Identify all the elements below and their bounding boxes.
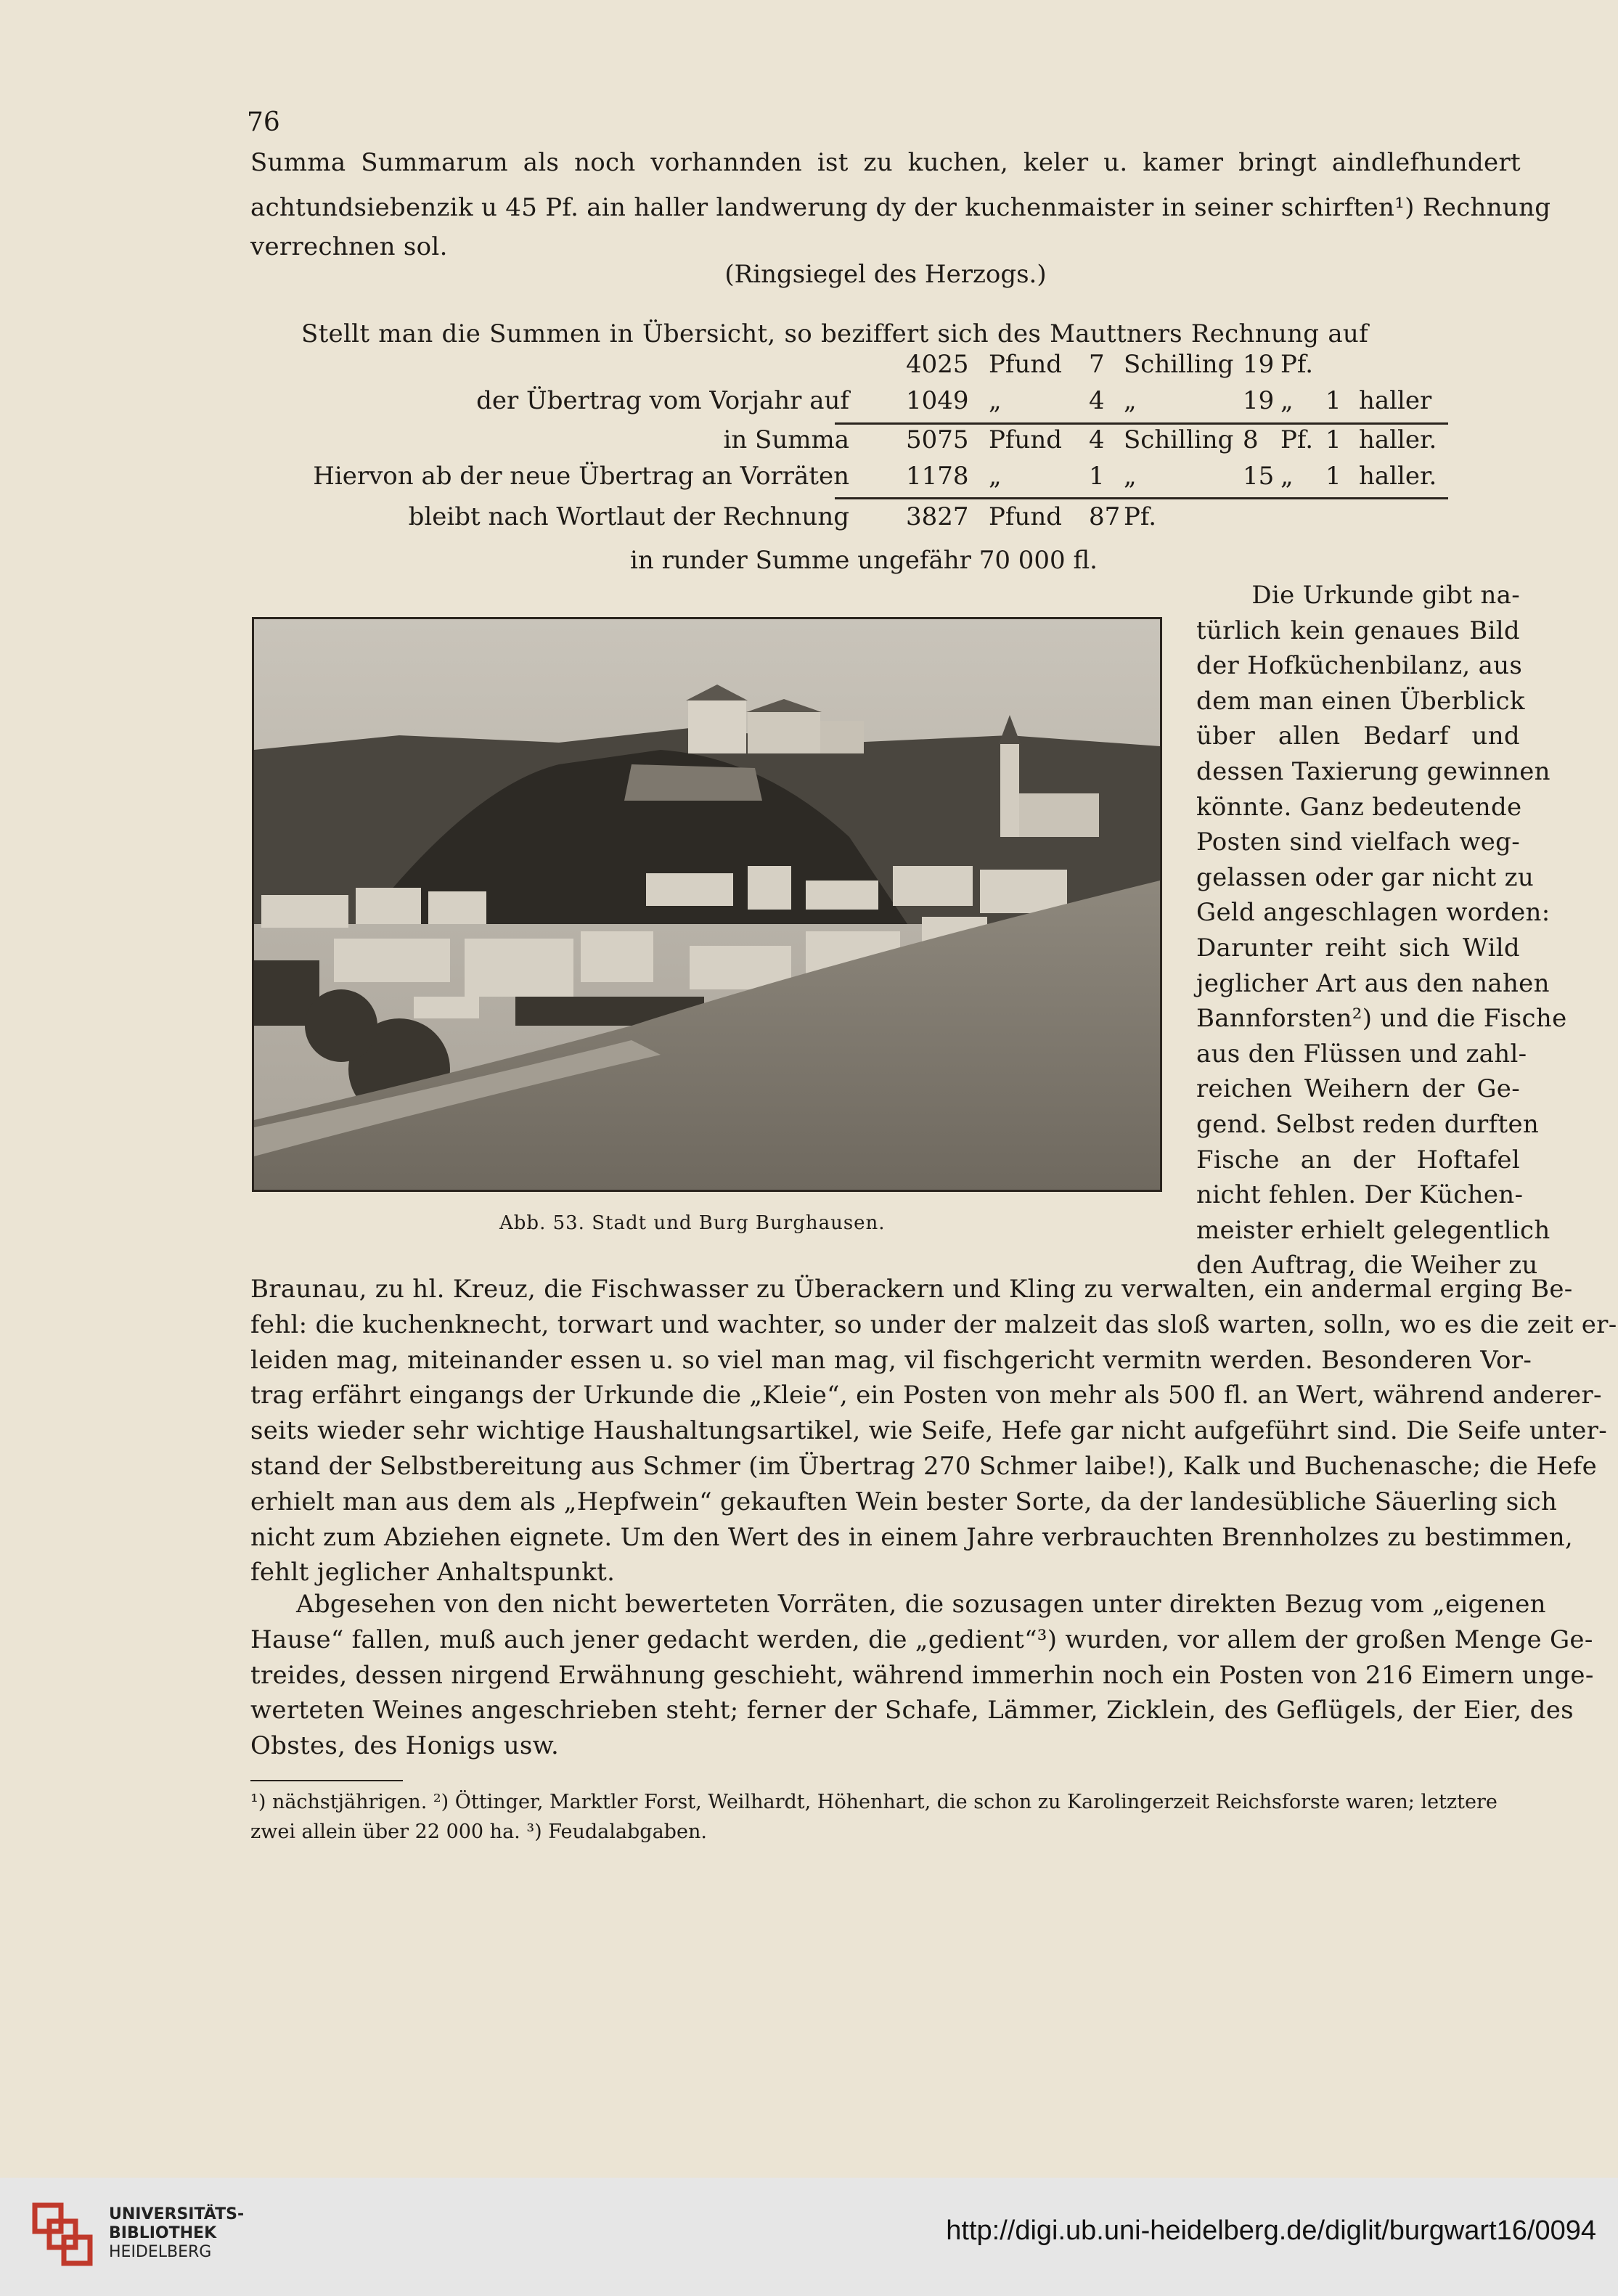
- ledger-cell-unit3: „: [1280, 386, 1294, 415]
- side-column-line: könnte. Ganz bedeutende: [1196, 792, 1522, 822]
- ledger-cell-c4: 1: [1325, 386, 1341, 415]
- side-column-line: nicht fehlen. Der Küchen-: [1196, 1180, 1524, 1210]
- ledger-cell-unit4: haller: [1359, 386, 1432, 415]
- ledger-cell-c3: 15: [1243, 462, 1275, 491]
- ledger-label: Hiervon ab der neue Übertrag an Vorräten: [313, 462, 849, 491]
- paragraph-line: stand der Selbstbereitung aus Schmer (im Übertrag 270 Schmer laibe!), Kalk und Buchenasche; die Hefe: [250, 1452, 1597, 1481]
- ledger-cell-c3: 19: [1243, 350, 1275, 379]
- ledger-cell-amount: 1178: [906, 462, 969, 491]
- ledger-cell-unit2: Pf.: [1124, 502, 1157, 531]
- ledger-cell-c2: 7: [1089, 350, 1105, 379]
- ledger-row: [0, 499, 1452, 534]
- library-name-line: UNIVERSITÄTS-: [109, 2205, 245, 2223]
- ledger-cell-unit1: „: [989, 462, 1002, 491]
- paragraph-line: fehlt jeglicher Anhaltspunkt.: [250, 1558, 616, 1588]
- side-column-line: Darunter reiht sich Wild: [1196, 933, 1520, 963]
- side-column-line: jeglicher Art aus den nahen: [1196, 968, 1550, 998]
- ledger-rule: [835, 497, 1448, 499]
- paragraph-line: seits wieder sehr wichtige Haushaltungsartikel, wie Seife, Hefe gar nicht aufgeführt sind. Die Seife unter-: [250, 1416, 1608, 1446]
- paragraph-line: treides, dessen nirgend Erwähnung geschieht, während immerhin noch ein Posten von 216 Eimern unge-: [250, 1660, 1594, 1690]
- ledger-cell-unit2: „: [1124, 462, 1137, 491]
- footnote-line: zwei allein über 22 000 ha. ³) Feudalabgaben.: [250, 1821, 707, 1843]
- ledger-cell-c2: 4: [1089, 425, 1105, 454]
- paragraph-line: Braunau, zu hl. Kreuz, die Fischwasser zu Überackern und Kling zu verwalten, ein andermal erging Be-: [250, 1275, 1573, 1304]
- ledger-row: [0, 383, 1452, 418]
- seal-note: (Ringsiegel des Herzogs.): [724, 260, 1047, 289]
- side-column-line: der Hofküchenbilanz, aus: [1196, 651, 1523, 681]
- intro-line: verrechnen sol.: [250, 232, 448, 261]
- paragraph-line: trag erfährt eingangs der Urkunde die „Kleie“, ein Posten von mehr als 500 fl. an Wert, während anderer-: [250, 1381, 1602, 1410]
- ledger-cell-unit1: Pfund: [989, 425, 1063, 454]
- paragraph-line: fehl: die kuchenknecht, torwart und wachter, so under der malzeit das sloß warten, solln, wo es die zeit er-: [250, 1310, 1617, 1339]
- side-column-line: Posten sind vielfach weg-: [1196, 828, 1520, 857]
- side-column-line: gelassen oder gar nicht zu: [1196, 862, 1535, 892]
- ledger-row: [0, 347, 1452, 382]
- ledger-label: in Summa: [723, 425, 849, 454]
- paragraph-line: Obstes, des Honigs usw.: [250, 1731, 560, 1761]
- page-number: 76: [247, 107, 280, 137]
- ledger-cell-c2: 4: [1089, 386, 1105, 415]
- ledger-cell-amount: 3827: [906, 502, 969, 531]
- side-column-line: über allen Bedarf und: [1196, 722, 1520, 751]
- round-sum: in runder Summe ungefähr 70 000 fl.: [630, 546, 1098, 575]
- ledger-cell-amount: 5075: [906, 425, 969, 454]
- ledger-label: der Übertrag vom Vorjahr auf: [476, 386, 849, 415]
- footnote-rule: [250, 1780, 403, 1781]
- ledger-row: [0, 422, 1452, 457]
- library-logo-icon: [29, 2199, 94, 2272]
- paragraph-line: erhielt man aus dem als „Hepfwein“ gekauften Wein bester Sorte, da der landesübliche Säuerling sich: [250, 1487, 1558, 1516]
- ledger-cell-amount: 1049: [906, 386, 969, 415]
- ledger-cell-c3: 8: [1243, 425, 1259, 454]
- intro-line: Summa Summarum als noch vorhannden ist zu kuchen, keler u. kamer bringt aindlefhundert: [250, 148, 1521, 177]
- summary-intro: Stellt man die Summen in Übersicht, so beziffert sich des Mauttners Rechnung auf: [301, 319, 1368, 348]
- side-column-line: meister erhielt gelegentlich: [1196, 1215, 1550, 1245]
- side-column-line: dessen Taxierung gewinnen: [1196, 757, 1550, 786]
- side-column-line: türlich kein genaues Bild: [1196, 616, 1520, 645]
- ledger-cell-c4: 1: [1325, 425, 1341, 454]
- ledger-cell-unit3: „: [1280, 462, 1294, 491]
- paragraph-line: Hause“ fallen, muß auch jener gedacht werden, die „gedient“³) wurden, vor allem der großen Menge Ge-: [250, 1625, 1593, 1654]
- photo-burghausen: [252, 617, 1162, 1192]
- ledger-cell-unit2: Schilling: [1124, 350, 1234, 379]
- ledger-cell-unit4: haller.: [1359, 425, 1437, 454]
- figure-caption: Abb. 53. Stadt und Burg Burghausen.: [499, 1212, 886, 1234]
- intro-line: achtundsiebenzik u 45 Pf. ain haller landwerung dy der kuchenmaister in seiner schirften¹) Rechnung: [250, 193, 1551, 222]
- ledger-row: [0, 459, 1452, 494]
- side-column-line: den Auftrag, die Weiher zu: [1196, 1251, 1538, 1280]
- ledger-rule: [835, 422, 1448, 425]
- ledger-cell-amount: 4025: [906, 350, 969, 379]
- ledger-cell-unit2: „: [1124, 386, 1137, 415]
- side-column-line: reichen Weihern der Ge-: [1196, 1074, 1520, 1104]
- paragraph-line: nicht zum Abziehen eignete. Um den Wert des in einem Jahre verbrauchten Brennholzes zu bestimmen,: [250, 1522, 1574, 1552]
- library-name-line: HEIDELBERG: [109, 2243, 212, 2261]
- library-name-line: BIBLIOTHEK: [109, 2224, 217, 2242]
- ledger-cell-unit4: haller.: [1359, 462, 1437, 491]
- side-column-line: aus den Flüssen und zahl-: [1196, 1039, 1527, 1069]
- source-url-link[interactable]: http://digi.ub.uni-heidelberg.de/diglit/burgwart16/0094: [946, 2215, 1596, 2246]
- paragraph-line: werteten Weines angeschrieben steht; ferner der Schafe, Lämmer, Zicklein, des Geflügels, der Eier, des: [250, 1696, 1574, 1725]
- ledger-label: bleibt nach Wortlaut der Rechnung: [408, 502, 849, 531]
- side-column-line: dem man einen Überblick: [1196, 686, 1525, 716]
- side-column-line: Bannforsten²) und die Fische: [1196, 1004, 1567, 1034]
- side-column-line: Geld angeschlagen worden:: [1196, 898, 1550, 928]
- ledger-cell-c2: 87: [1089, 502, 1121, 531]
- footnote-line: ¹) nächstjährigen. ²) Öttinger, Marktler Forst, Weilhardt, Höhenhart, die schon zu Karolingerzeit Reichsforste waren; letztere: [250, 1791, 1498, 1813]
- town-castle-illustration: [254, 619, 1160, 1190]
- ledger-cell-unit3: Pf.: [1280, 425, 1314, 454]
- ledger-cell-unit1: Pfund: [989, 350, 1063, 379]
- paragraph-line: leiden mag, miteinander essen u. so viel man mag, vil fischgericht vermitn werden. Besonderen Vor-: [250, 1345, 1532, 1375]
- side-column-line: Fische an der Hoftafel: [1196, 1145, 1520, 1174]
- ledger-cell-c2: 1: [1089, 462, 1105, 491]
- paragraph-line: Abgesehen von den nicht bewerteten Vorräten, die sozusagen unter direkten Bezug vom „eigenen: [296, 1590, 1546, 1619]
- ledger-cell-unit2: Schilling: [1124, 425, 1234, 454]
- ledger-cell-unit1: Pfund: [989, 502, 1063, 531]
- side-column-line: Die Urkunde gibt na-: [1251, 581, 1520, 610]
- ledger-cell-c4: 1: [1325, 462, 1341, 491]
- ledger-cell-unit1: „: [989, 386, 1002, 415]
- side-column-line: gend. Selbst reden durften: [1196, 1110, 1540, 1139]
- digitization-footer: [0, 2178, 1618, 2296]
- ledger-cell-unit3: Pf.: [1280, 350, 1314, 379]
- ledger-cell-c3: 19: [1243, 386, 1275, 415]
